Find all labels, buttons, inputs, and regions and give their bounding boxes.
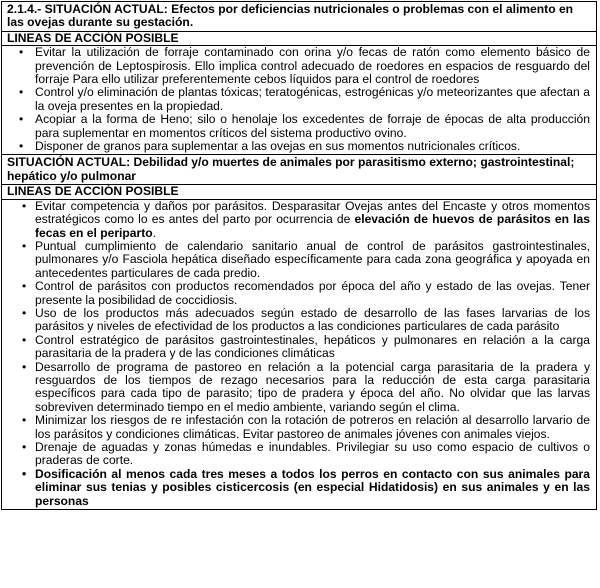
list-item: • Drenaje de aguadas y zonas húmedas e inundables. Privilegiar su uso como espacio de cultivos o praderas de corte. bbox=[28, 441, 590, 468]
section2-title: SITUACIÓN ACTUAL: Debilidad y/o muertes de animales por parasitismo externo; gastrointestinal; hepático y/o pulmonar bbox=[1, 154, 597, 185]
section2-action-list bbox=[28, 200, 590, 509]
item-text: . bbox=[152, 225, 156, 240]
list-item: • Evitar la utilización de forraje contaminado con orina y/o fecas de ratón como elemento básico de prevención de Leptospirosis. Ello implica control adecuado de roedores en espacios de resguardo del forraje Para ello utilizar preferentemente cebos líquidos para el control de roedores bbox=[16, 46, 590, 86]
section2-lineas-header: LINEAS DE ACCIÓN POSIBLE bbox=[1, 184, 597, 199]
list-item: • Minimizar los riesgos de re infestación con la rotación de potreros en relación al desarrollo larvario de los parásitos y condiciones climáticas. Evitar pastoreo de animales jóvenes con animales viejos. bbox=[28, 414, 590, 441]
section1-action-list bbox=[16, 46, 590, 154]
list-item: • Desarrollo de programa de pastoreo en relación a la potencial carga parasitaria de la pradera y resguardos de los tiempos de rezago necesarios para la reducción de esta carga parasitaria específicos para cada tipo de parasito; tipo de pradera y época del año. No olvidar que las larvas sobreviven determinado tiempo en el medio ambiente, variando según el clima. bbox=[28, 361, 590, 415]
item-text: Evitar competencia y daños por parásitos. Desparasitar Ovejas antes del Encaste y otros momentos estratégicos como lo es antes del parto por ocurrencia de bbox=[35, 198, 590, 227]
section2-actions bbox=[1, 199, 597, 510]
list-item: • Dosificación al menos cada tres meses a todos los perros en contacto con sus animales para eliminar sus tenias y posibles cisticercosis (en especial Hidatidosis) en sus animales y en las personas bbox=[28, 468, 590, 508]
list-item bbox=[28, 200, 590, 240]
list-item: • Puntual cumplimiento de calendario sanitario anual de control de parásitos gastrointestinales, pulmonares y/o Fasciola hepática diseñado específicamente para cada zona geográfica y apoyada en antecedentes particulares de cada predio. bbox=[28, 240, 590, 280]
section1-actions bbox=[1, 45, 597, 155]
section1-lineas-header: LINEAS DE ACCIÓN POSIBLE bbox=[1, 31, 597, 46]
list-item: • Acopiar a la forma de Heno; silo o henolaje los excedentes de forraje de épocas de alta producción para suplementar en momentos críticos del sistema productivo ovino. bbox=[16, 113, 590, 140]
section1-title: 2.1.4.- SITUACIÓN ACTUAL: Efectos por deficiencias nutricionales o problemas con el alimento en las ovejas durante su gestación. bbox=[1, 1, 597, 32]
item-text-bold: elevación de huevos de parásitos en las fecas en el periparto bbox=[35, 212, 590, 240]
list-item: • Disponer de granos para suplementar a las ovejas en sus momentos nutricionales críticos. bbox=[16, 140, 590, 153]
list-item: • Control estratégico de parásitos gastrointestinales, hepáticos y pulmonares en relación a la carga parasitaria de la pradera y de las condiciones climáticas bbox=[28, 334, 590, 361]
list-item: • Control y/o eliminación de plantas tóxicas; teratogénicas, estrogénicas y/o meteorizantes que afectan a la oveja presentes en la propiedad. bbox=[16, 86, 590, 113]
document-table bbox=[1, 1, 597, 510]
list-item: • Control de parásitos con productos recomendados por época del año y estado de las ovejas. Tener presente la posibilidad de coccidiosis. bbox=[28, 280, 590, 307]
list-item: • Uso de los productos más adecuados según estado de desarrollo de las fases larvarias de los parásitos y niveles de efectividad de los productos a las condiciones particulares de cada parásito bbox=[28, 307, 590, 334]
